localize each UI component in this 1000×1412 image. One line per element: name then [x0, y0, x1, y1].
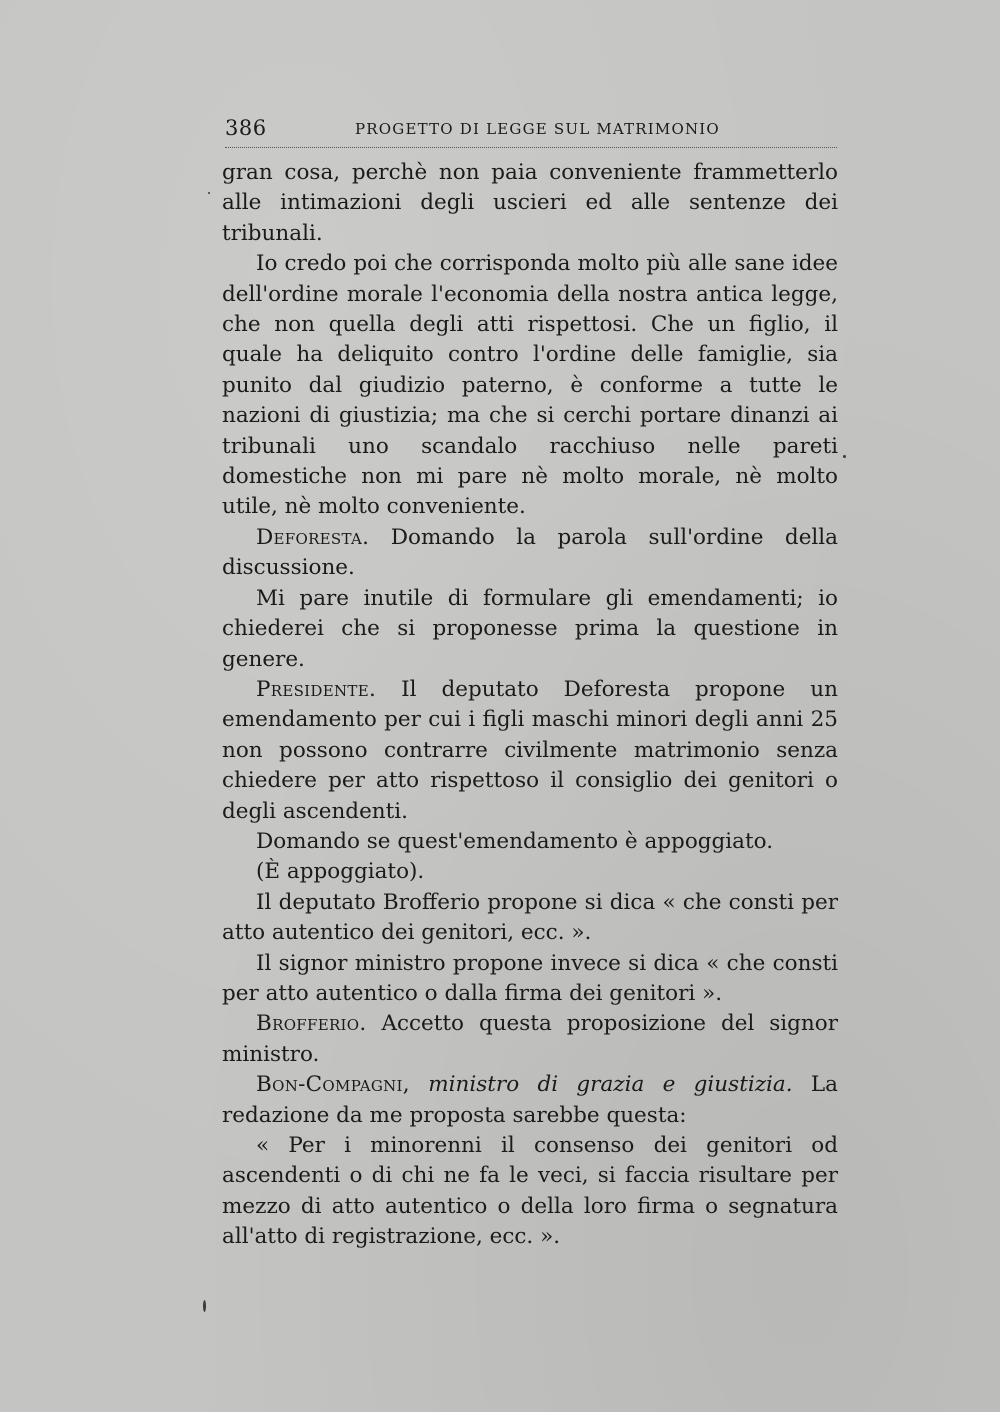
paragraph [222, 675, 838, 827]
paragraph [222, 827, 838, 857]
speaker-name: Brofferio. [256, 1011, 367, 1037]
paragraph-text: « Per i minorenni il consenso dei genitori od ascendenti o di chi ne fa le veci, si faccia risultare per mezzo di atto autentico o della loro firma o segnatura all'atto di registrazione, ecc. ». [222, 1133, 838, 1250]
paragraph-text: Domando se quest'emendamento è appoggiato. [256, 828, 774, 854]
page-header [225, 116, 835, 146]
paragraph [222, 1070, 838, 1131]
header-rule [225, 147, 837, 148]
paragraph-text: Io credo poi che corrisponda molto più alle sane idee dell'ordine morale l'economia della nostra antica legge, che non quella degli atti rispettosi. Che un figlio, il quale ha deliquito contro l'ordine delle famiglie, sia punito dal giudizio paterno, è conforme a tutte le nazioni di giustizia; ma che si cerchi portare dinanzi ai tribunali uno scandalo racchiuso nelle pareti domestiche non mi pare nè molto morale, nè molto utile, nè molto conveniente. [222, 251, 838, 520]
paper-speck [203, 1300, 206, 1312]
speaker-name: Bon-Compagni, [256, 1072, 410, 1098]
paper-speck [208, 192, 210, 194]
paragraph-text: Domando la parola sull'ordine della discussione. [222, 524, 838, 581]
paragraph [222, 158, 838, 249]
paragraph-text: La redazione da me proposta sarebbe questa: [222, 1072, 838, 1128]
paragraph [222, 584, 838, 675]
page-number: 386 [225, 116, 267, 140]
paragraph [222, 857, 838, 887]
paragraph-text: Mi pare inutile di formulare gli emendamenti; io chiederei che si proponesse prima la questione in genere. [222, 585, 838, 672]
paragraph-text: Il deputato Deforesta propone un emendamento per cui i figli maschi minori degli anni 25 non possono contrarre civilmente matrimonio senza chiedere per atto rispettoso il consiglio dei genitori o degli ascendenti. [222, 676, 838, 824]
paragraph-text: (È appoggiato). [256, 859, 425, 885]
paragraph [222, 523, 838, 584]
paragraph [222, 949, 838, 1010]
speaker-role: ministro di grazia e giustizia. [428, 1072, 793, 1098]
paper-speck [843, 455, 846, 458]
paragraph [222, 888, 838, 949]
paragraph [222, 1009, 838, 1070]
paragraph-text: Il deputato Brofferio propone si dica « che consti per atto autentico dei genitori, ecc. ». [222, 889, 838, 946]
paragraph [222, 249, 838, 523]
running-title: PROGETTO DI LEGGE SUL MATRIMONIO [355, 120, 720, 138]
paragraph-text: Il signor ministro propone invece si dica « che consti per atto autentico o dalla firma dei genitori ». [222, 950, 838, 1006]
body-text [222, 158, 838, 1253]
speaker-name: Presidente. [256, 676, 377, 702]
paragraph-text: gran cosa, perchè non paia conveniente frammetterlo alle intimazioni degli uscieri ed alle sentenze dei tribunali. [222, 160, 838, 246]
paragraph [222, 1131, 838, 1253]
paragraph-text: Accetto questa proposizione del signor ministro. [222, 1011, 838, 1067]
speaker-name: Deforesta. [256, 524, 370, 550]
